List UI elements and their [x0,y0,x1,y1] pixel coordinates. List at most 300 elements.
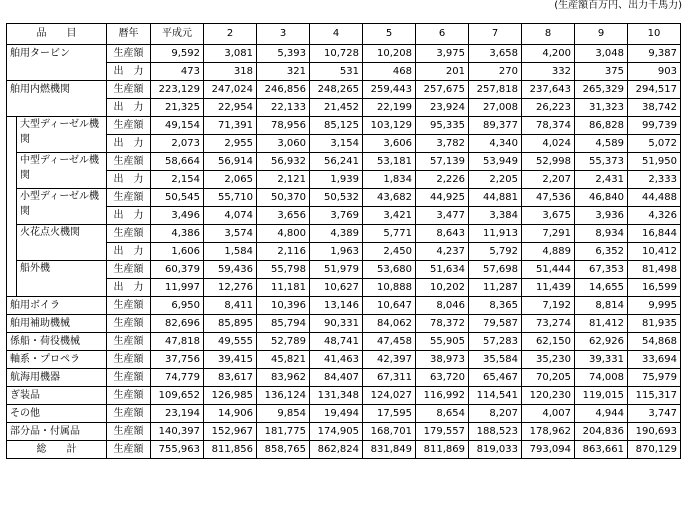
row-label: 軸系・プロペラ [7,351,107,369]
value-cell: 246,856 [257,81,310,99]
value-cell: 811,856 [204,441,257,459]
value-cell: 10,202 [416,279,469,297]
value-cell: 81,498 [628,261,681,279]
value-cell: 862,824 [310,441,363,459]
table-row [7,171,681,189]
value-cell: 49,154 [151,117,204,135]
value-cell: 136,124 [257,387,310,405]
value-cell: 1,606 [151,243,204,261]
value-cell: 10,412 [628,243,681,261]
value-cell: 11,913 [469,225,522,243]
value-cell: 257,675 [416,81,469,99]
value-cell: 265,329 [575,81,628,99]
value-cell: 4,389 [310,225,363,243]
value-cell: 55,710 [204,189,257,207]
value-cell: 53,181 [363,153,416,171]
table-row [7,225,681,243]
row-kind: 生産額 [107,441,151,459]
value-cell: 65,467 [469,369,522,387]
value-cell: 1,834 [363,171,416,189]
table-row [7,387,681,405]
row-label: 部分品・付属品 [7,423,107,441]
value-cell: 858,765 [257,441,310,459]
value-cell: 168,701 [363,423,416,441]
row-label: 小型ディーゼル機関 [17,189,107,225]
value-cell: 2,073 [151,135,204,153]
value-cell: 531 [310,63,363,81]
value-cell: 56,241 [310,153,363,171]
row-kind: 生産額 [107,117,151,135]
value-cell: 56,932 [257,153,310,171]
value-cell: 6,950 [151,297,204,315]
row-label: 舶用タービン [7,45,107,81]
value-cell: 468 [363,63,416,81]
row-label: 舶用内燃機関 [7,81,107,117]
table-row [7,153,681,171]
value-cell: 270 [469,63,522,81]
value-cell: 318 [204,63,257,81]
value-cell: 47,818 [151,333,204,351]
row-label: 総 計 [7,441,107,459]
value-cell: 55,373 [575,153,628,171]
value-cell: 62,926 [575,333,628,351]
value-cell: 223,129 [151,81,204,99]
value-cell: 201 [416,63,469,81]
header-year: 暦年 [107,24,151,45]
value-cell: 7,192 [522,297,575,315]
row-label: 火花点火機関 [17,225,107,261]
row-kind: 生産額 [107,405,151,423]
value-cell: 3,384 [469,207,522,225]
value-cell: 42,397 [363,351,416,369]
value-cell: 47,458 [363,333,416,351]
value-cell: 31,323 [575,99,628,117]
value-cell: 53,680 [363,261,416,279]
value-cell: 755,963 [151,441,204,459]
row-kind: 生産額 [107,333,151,351]
row-kind: 出 力 [107,135,151,153]
table-row [7,297,681,315]
value-cell: 10,647 [363,297,416,315]
value-cell: 4,800 [257,225,310,243]
value-cell: 2,955 [204,135,257,153]
value-cell: 9,387 [628,45,681,63]
value-cell: 375 [575,63,628,81]
row-kind: 生産額 [107,387,151,405]
value-cell: 43,682 [363,189,416,207]
value-cell: 247,024 [204,81,257,99]
value-cell: 3,675 [522,207,575,225]
value-cell: 3,658 [469,45,522,63]
value-cell: 67,311 [363,369,416,387]
value-cell: 7,291 [522,225,575,243]
row-label: その他 [7,405,107,423]
value-cell: 178,962 [522,423,575,441]
value-cell: 103,129 [363,117,416,135]
value-cell: 181,775 [257,423,310,441]
value-cell: 83,962 [257,369,310,387]
table-row [7,81,681,99]
value-cell: 1,584 [204,243,257,261]
table-row [7,405,681,423]
value-cell: 2,154 [151,171,204,189]
value-cell: 4,889 [522,243,575,261]
value-cell: 8,207 [469,405,522,423]
row-label: 船外機 [17,261,107,297]
value-cell: 57,139 [416,153,469,171]
value-cell: 3,081 [204,45,257,63]
value-cell: 85,125 [310,117,363,135]
value-cell: 39,331 [575,351,628,369]
value-cell: 84,062 [363,315,416,333]
value-cell: 51,634 [416,261,469,279]
value-cell: 35,230 [522,351,575,369]
value-cell: 55,798 [257,261,310,279]
value-cell: 5,072 [628,135,681,153]
value-cell: 17,595 [363,405,416,423]
value-cell: 82,696 [151,315,204,333]
production-table [6,23,681,459]
value-cell: 52,789 [257,333,310,351]
value-cell: 21,452 [310,99,363,117]
value-cell: 4,237 [416,243,469,261]
header-year-col: 6 [416,24,469,45]
row-kind: 出 力 [107,99,151,117]
value-cell: 53,949 [469,153,522,171]
value-cell: 16,599 [628,279,681,297]
value-cell: 10,208 [363,45,416,63]
row-kind: 生産額 [107,351,151,369]
value-cell: 75,979 [628,369,681,387]
value-cell: 5,393 [257,45,310,63]
value-cell: 811,869 [416,441,469,459]
value-cell: 2,116 [257,243,310,261]
value-cell: 4,340 [469,135,522,153]
value-cell: 2,207 [522,171,575,189]
table-row [7,315,681,333]
value-cell: 3,421 [363,207,416,225]
row-kind: 出 力 [107,207,151,225]
value-cell: 152,967 [204,423,257,441]
value-cell: 79,587 [469,315,522,333]
value-cell: 11,287 [469,279,522,297]
value-cell: 4,007 [522,405,575,423]
value-cell: 78,372 [416,315,469,333]
value-cell: 9,995 [628,297,681,315]
table-row [7,261,681,279]
header-year-col: 3 [257,24,310,45]
value-cell: 70,205 [522,369,575,387]
value-cell: 3,154 [310,135,363,153]
row-kind: 生産額 [107,81,151,99]
value-cell: 22,954 [204,99,257,117]
header-year-col: 8 [522,24,575,45]
row-kind: 生産額 [107,315,151,333]
value-cell: 14,655 [575,279,628,297]
value-cell: 14,906 [204,405,257,423]
value-cell: 294,517 [628,81,681,99]
value-cell: 8,654 [416,405,469,423]
value-cell: 81,935 [628,315,681,333]
value-cell: 41,463 [310,351,363,369]
value-cell: 3,606 [363,135,416,153]
value-cell: 89,377 [469,117,522,135]
value-cell: 2,065 [204,171,257,189]
value-cell: 95,335 [416,117,469,135]
header-item: 品 目 [7,24,107,45]
value-cell: 19,494 [310,405,363,423]
value-cell: 126,985 [204,387,257,405]
indent-spacer [7,117,17,297]
value-cell: 8,411 [204,297,257,315]
value-cell: 3,574 [204,225,257,243]
value-cell: 188,523 [469,423,522,441]
value-cell: 3,975 [416,45,469,63]
value-cell: 204,836 [575,423,628,441]
value-cell: 114,541 [469,387,522,405]
value-cell: 3,782 [416,135,469,153]
value-cell: 27,008 [469,99,522,117]
value-cell: 10,728 [310,45,363,63]
value-cell: 38,973 [416,351,469,369]
value-cell: 51,444 [522,261,575,279]
value-cell: 21,325 [151,99,204,117]
value-cell: 4,074 [204,207,257,225]
value-cell: 86,828 [575,117,628,135]
header-year-col: 9 [575,24,628,45]
value-cell: 99,739 [628,117,681,135]
table-row [7,423,681,441]
value-cell: 5,771 [363,225,416,243]
value-cell: 3,496 [151,207,204,225]
table-row [7,189,681,207]
value-cell: 22,199 [363,99,416,117]
value-cell: 3,936 [575,207,628,225]
row-label: ぎ装品 [7,387,107,405]
value-cell: 2,226 [416,171,469,189]
value-cell: 49,555 [204,333,257,351]
value-cell: 26,223 [522,99,575,117]
value-cell: 62,150 [522,333,575,351]
table-body [7,24,681,459]
value-cell: 44,881 [469,189,522,207]
value-cell: 2,205 [469,171,522,189]
value-cell: 16,844 [628,225,681,243]
header-year-col: 7 [469,24,522,45]
table-row [7,63,681,81]
value-cell: 85,794 [257,315,310,333]
value-cell: 3,048 [575,45,628,63]
value-cell: 3,477 [416,207,469,225]
value-cell: 71,391 [204,117,257,135]
value-cell: 1,963 [310,243,363,261]
value-cell: 2,121 [257,171,310,189]
table-row [7,117,681,135]
value-cell: 9,854 [257,405,310,423]
value-cell: 67,353 [575,261,628,279]
value-cell: 4,200 [522,45,575,63]
table-row [7,99,681,117]
row-kind: 出 力 [107,63,151,81]
header-year-col: 平成元 [151,24,204,45]
header-year-col: 10 [628,24,681,45]
unit-note: (生産額百万円、出力千馬力) [554,0,682,11]
value-cell: 58,664 [151,153,204,171]
value-cell: 46,840 [575,189,628,207]
row-label: 中型ディーゼル機関 [17,153,107,189]
value-cell: 4,944 [575,405,628,423]
value-cell: 55,905 [416,333,469,351]
value-cell: 54,868 [628,333,681,351]
value-cell: 51,979 [310,261,363,279]
value-cell: 59,436 [204,261,257,279]
value-cell: 8,365 [469,297,522,315]
value-cell: 11,181 [257,279,310,297]
value-cell: 47,536 [522,189,575,207]
value-cell: 51,950 [628,153,681,171]
value-cell: 50,532 [310,189,363,207]
value-cell: 257,818 [469,81,522,99]
header-row [7,24,681,45]
table-row [7,243,681,261]
value-cell: 33,694 [628,351,681,369]
value-cell: 78,956 [257,117,310,135]
value-cell: 140,397 [151,423,204,441]
value-cell: 248,265 [310,81,363,99]
value-cell: 179,557 [416,423,469,441]
value-cell: 44,925 [416,189,469,207]
row-label: 舶用補助機械 [7,315,107,333]
value-cell: 8,814 [575,297,628,315]
value-cell: 10,888 [363,279,416,297]
value-cell: 23,924 [416,99,469,117]
value-cell: 3,769 [310,207,363,225]
value-cell: 4,326 [628,207,681,225]
row-kind: 生産額 [107,225,151,243]
value-cell: 57,283 [469,333,522,351]
value-cell: 473 [151,63,204,81]
value-cell: 903 [628,63,681,81]
value-cell: 10,396 [257,297,310,315]
row-label: 航海用機器 [7,369,107,387]
row-kind: 出 力 [107,171,151,189]
value-cell: 870,129 [628,441,681,459]
value-cell: 4,386 [151,225,204,243]
row-kind: 出 力 [107,279,151,297]
row-kind: 生産額 [107,153,151,171]
value-cell: 8,934 [575,225,628,243]
value-cell: 74,779 [151,369,204,387]
row-kind: 生産額 [107,189,151,207]
value-cell: 50,545 [151,189,204,207]
value-cell: 4,024 [522,135,575,153]
value-cell: 78,374 [522,117,575,135]
row-label: 係船・荷役機械 [7,333,107,351]
value-cell: 120,230 [522,387,575,405]
value-cell: 9,592 [151,45,204,63]
row-kind: 出 力 [107,243,151,261]
value-cell: 5,792 [469,243,522,261]
table-row [7,369,681,387]
value-cell: 44,488 [628,189,681,207]
table-row [7,333,681,351]
value-cell: 131,348 [310,387,363,405]
value-cell: 85,895 [204,315,257,333]
table-row [7,351,681,369]
row-kind: 生産額 [107,261,151,279]
value-cell: 3,656 [257,207,310,225]
value-cell: 63,720 [416,369,469,387]
value-cell: 2,450 [363,243,416,261]
value-cell: 237,643 [522,81,575,99]
value-cell: 3,060 [257,135,310,153]
value-cell: 74,008 [575,369,628,387]
row-kind: 生産額 [107,423,151,441]
value-cell: 35,584 [469,351,522,369]
value-cell: 6,352 [575,243,628,261]
value-cell: 11,997 [151,279,204,297]
value-cell: 39,415 [204,351,257,369]
header-year-col: 5 [363,24,416,45]
value-cell: 1,939 [310,171,363,189]
value-cell: 259,443 [363,81,416,99]
table-row [7,207,681,225]
header-year-col: 4 [310,24,363,45]
value-cell: 57,698 [469,261,522,279]
value-cell: 174,905 [310,423,363,441]
value-cell: 109,652 [151,387,204,405]
value-cell: 84,407 [310,369,363,387]
value-cell: 4,589 [575,135,628,153]
value-cell: 863,661 [575,441,628,459]
value-cell: 38,742 [628,99,681,117]
value-cell: 2,333 [628,171,681,189]
row-kind: 生産額 [107,369,151,387]
value-cell: 831,849 [363,441,416,459]
value-cell: 115,317 [628,387,681,405]
value-cell: 60,379 [151,261,204,279]
value-cell: 22,133 [257,99,310,117]
value-cell: 37,756 [151,351,204,369]
value-cell: 3,747 [628,405,681,423]
value-cell: 48,741 [310,333,363,351]
value-cell: 90,331 [310,315,363,333]
value-cell: 13,146 [310,297,363,315]
value-cell: 12,276 [204,279,257,297]
value-cell: 321 [257,63,310,81]
value-cell: 11,439 [522,279,575,297]
value-cell: 56,914 [204,153,257,171]
value-cell: 23,194 [151,405,204,423]
row-kind: 生産額 [107,297,151,315]
row-label: 舶用ボイラ [7,297,107,315]
value-cell: 50,370 [257,189,310,207]
value-cell: 819,033 [469,441,522,459]
header-year-col: 2 [204,24,257,45]
table-row [7,279,681,297]
value-cell: 8,046 [416,297,469,315]
value-cell: 45,821 [257,351,310,369]
value-cell: 124,027 [363,387,416,405]
value-cell: 10,627 [310,279,363,297]
value-cell: 332 [522,63,575,81]
table-row [7,135,681,153]
row-label: 大型ディーゼル機関 [17,117,107,153]
row-kind: 生産額 [107,45,151,63]
value-cell: 81,412 [575,315,628,333]
value-cell: 73,274 [522,315,575,333]
value-cell: 8,643 [416,225,469,243]
